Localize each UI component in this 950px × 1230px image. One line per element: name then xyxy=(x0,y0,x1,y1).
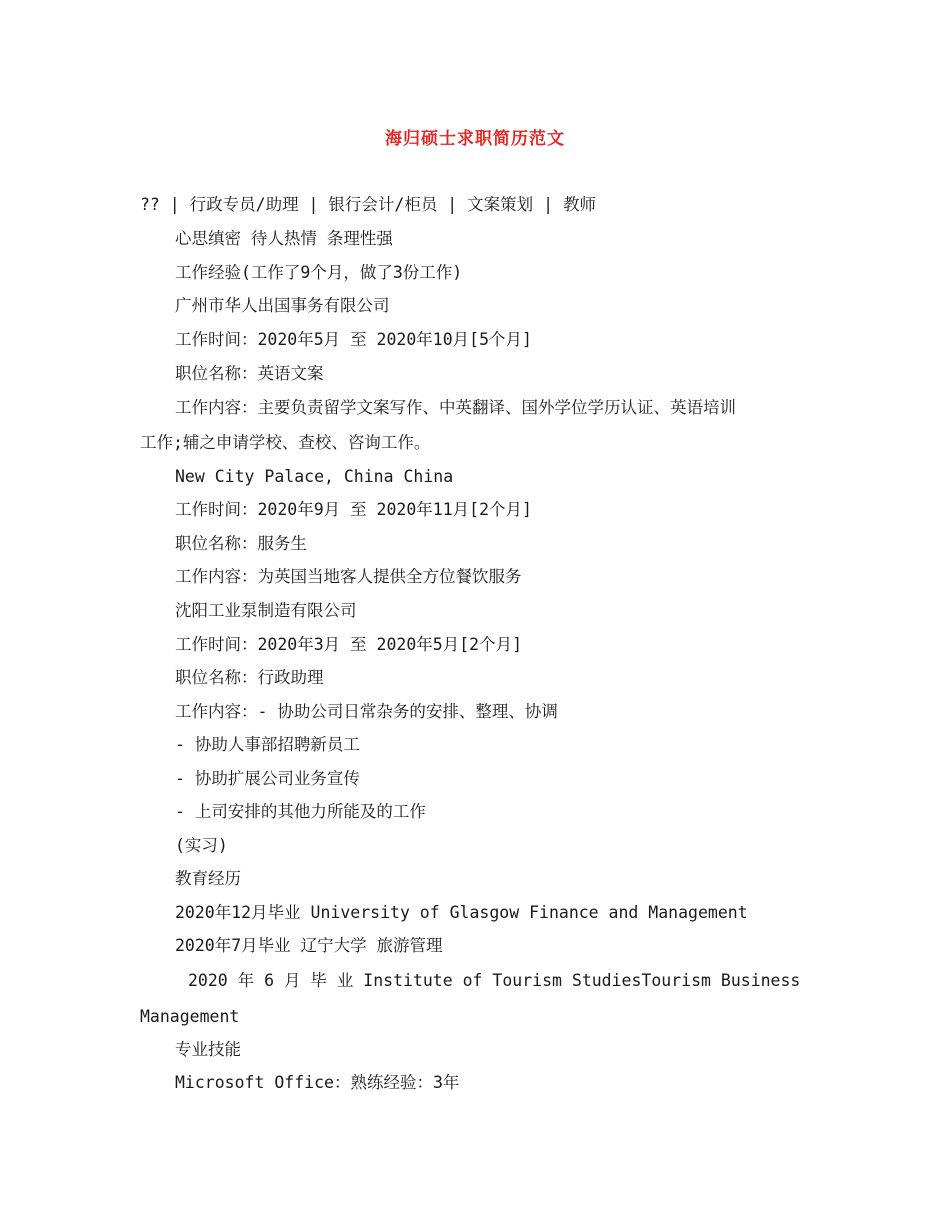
skill-item: Microsoft Office：熟练经验：3年 xyxy=(175,1073,460,1092)
personal-traits-line: 心思缜密 待人热情 条理性强 xyxy=(175,229,393,248)
job-objective-line: ?? | 行政专员/助理 | 银行会计/柜员 | 文案策划 | 教师 xyxy=(140,195,596,214)
company-3-position: 职位名称：行政助理 xyxy=(175,668,324,687)
company-1-duties-cont: 工作;辅之申请学校、查校、咨询工作。 xyxy=(140,433,431,452)
company-3-duty-item: - 协助人事部招聘新员工 xyxy=(175,735,360,754)
company-3-name: 沈阳工业泵制造有限公司 xyxy=(175,601,357,620)
company-2-name: New City Palace, China China xyxy=(175,467,454,486)
company-3-period: 工作时间：2020年3月 至 2020年5月[2个月] xyxy=(175,635,523,654)
company-1-duties: 工作内容：主要负责留学文案写作、中英翻译、国外学位学历认证、英语培训 xyxy=(175,398,736,417)
company-3-duty-item: - 协助扩展公司业务宣传 xyxy=(175,769,360,788)
company-1-position: 职位名称：英语文案 xyxy=(175,364,324,383)
education-item: 2020年7月毕业 辽宁大学 旅游管理 xyxy=(175,936,443,955)
work-experience-summary: 工作经验(工作了9个月，做了3份工作) xyxy=(175,263,463,282)
company-3-duties: 工作内容：- 协助公司日常杂务的安排、整理、协调 xyxy=(175,702,558,721)
skills-heading: 专业技能 xyxy=(175,1040,241,1059)
document-title: 海归硕士求职简历范文 xyxy=(385,129,565,149)
education-item: 2020 年 6 月 毕 业 Institute of Tourism StudiesTourism Business xyxy=(188,971,801,990)
internship-note: (实习) xyxy=(175,836,228,855)
education-item: 2020年12月毕业 University of Glasgow Finance and Management xyxy=(175,903,748,922)
education-item-cont: Management xyxy=(140,1007,240,1026)
company-1-name: 广州市华人出国事务有限公司 xyxy=(175,296,390,315)
company-2-position: 职位名称：服务生 xyxy=(175,534,307,553)
company-2-period: 工作时间：2020年9月 至 2020年11月[2个月] xyxy=(175,500,532,519)
company-3-duty-item: - 上司安排的其他力所能及的工作 xyxy=(175,802,426,821)
education-heading: 教育经历 xyxy=(175,869,241,888)
company-2-duties: 工作内容：为英国当地客人提供全方位餐饮服务 xyxy=(175,567,522,586)
company-1-period: 工作时间：2020年5月 至 2020年10月[5个月] xyxy=(175,330,532,349)
